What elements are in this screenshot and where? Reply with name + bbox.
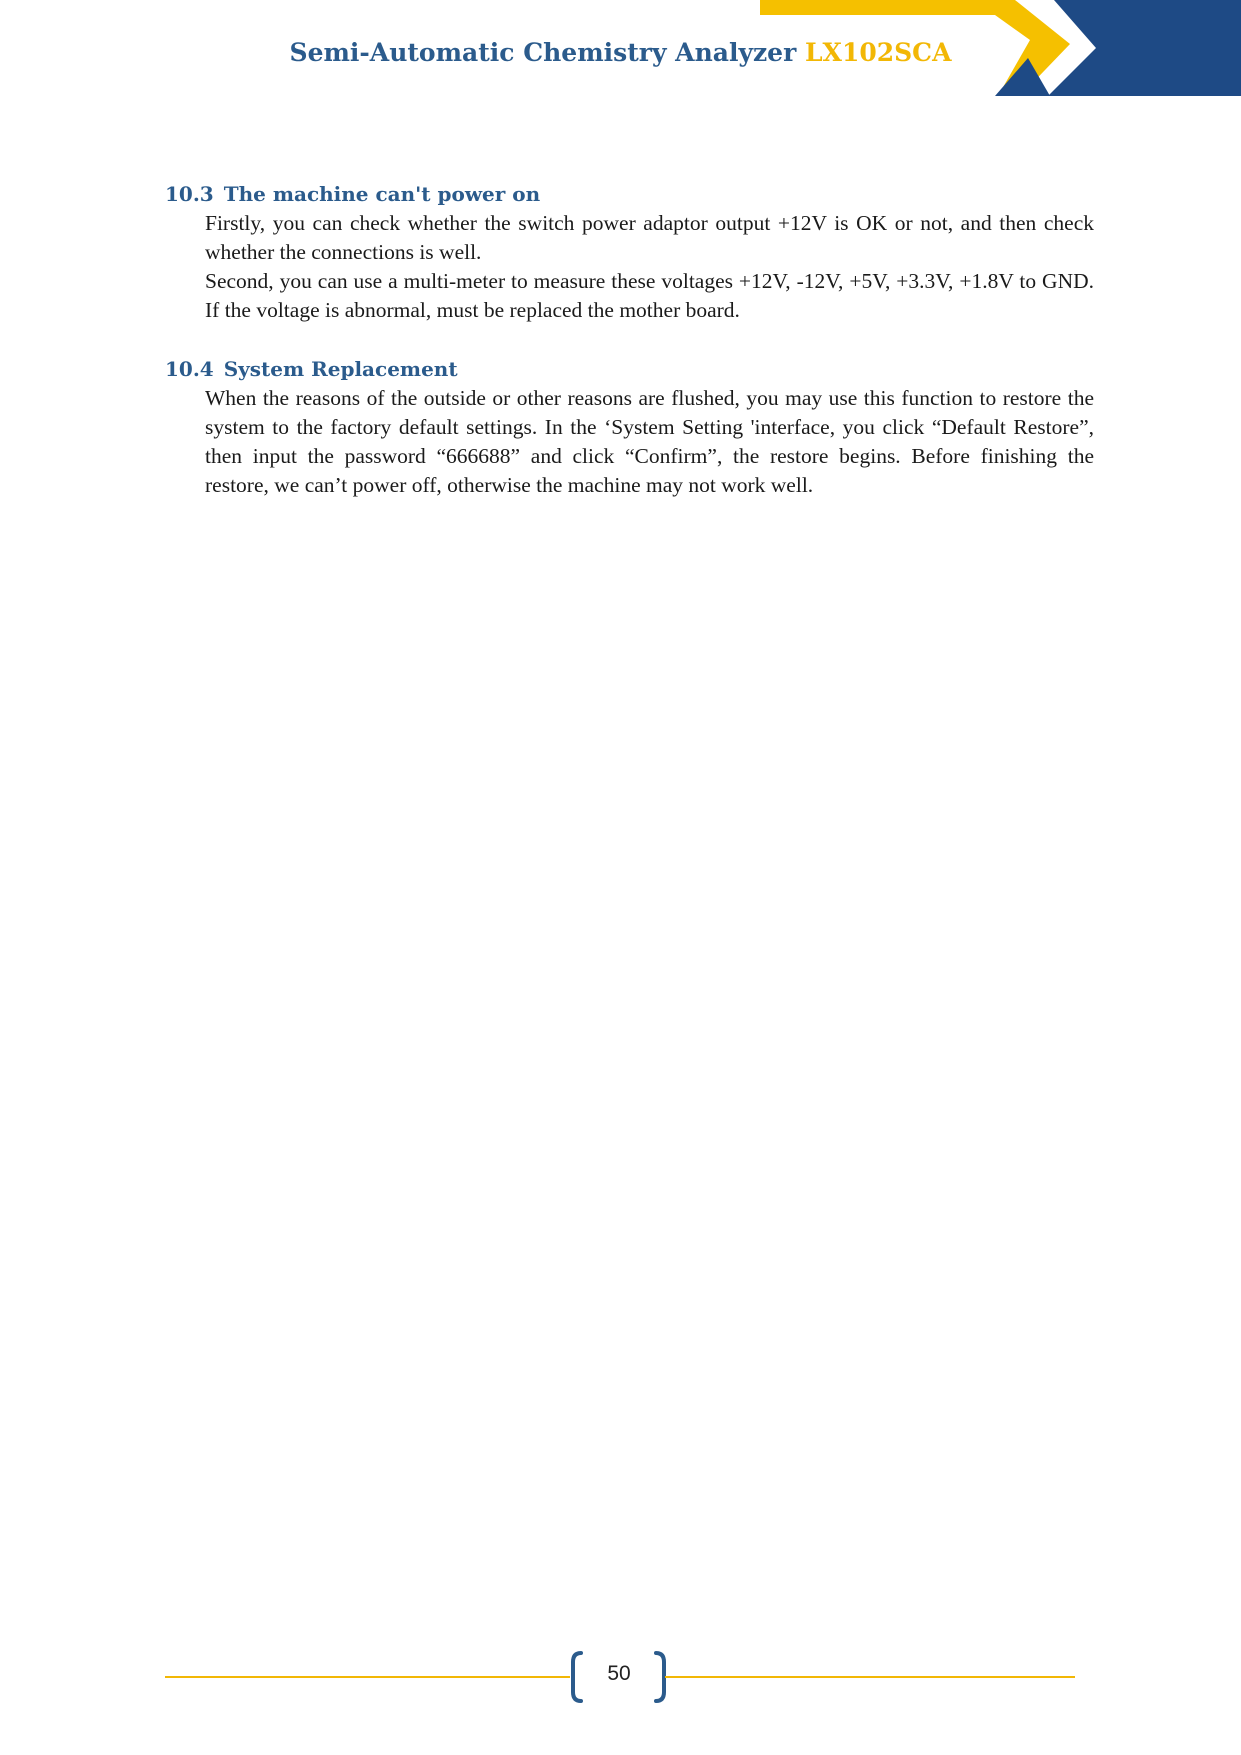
- section-number: 10.4: [165, 357, 214, 381]
- section-number: 10.3: [165, 182, 214, 206]
- section-heading: [165, 355, 1095, 384]
- product-name: Semi-Automatic Chemistry Analyzer: [289, 38, 797, 67]
- footer-rule-left: [165, 1676, 570, 1678]
- paragraph: When the reasons of the outside or other reasons are flushed, you may use this function to restore the system to the factory default settings. In the ‘System Setting 'interface, you click “Default Restore”, then input the password “666688” and click “Confirm”, the restore begins. Before finishing the restore, we can’t power off, otherwise the machine may not work well.: [205, 386, 1094, 497]
- section-heading: [165, 180, 1095, 209]
- paragraph: Firstly, you can check whether the switch power adaptor output +12V is OK or not, and then check whether the connections is well.: [205, 211, 1094, 264]
- paragraph: Second, you can use a multi-meter to measure these voltages +12V, -12V, +5V, +3.3V, +1.8V to GND. If the voltage is abnormal, must be replaced the mother board.: [205, 269, 1094, 322]
- product-model: LX102SCA: [804, 38, 952, 67]
- page-footer: [165, 1650, 1075, 1704]
- footer-rule-right: [665, 1676, 1075, 1678]
- page-number: 50: [607, 1662, 631, 1685]
- left-bracket-icon: [570, 1650, 584, 1704]
- section-title: The machine can't power on: [223, 182, 541, 206]
- header-decoration-graphic: [760, 0, 1241, 96]
- section-body: [205, 384, 1094, 500]
- section-power-on: [165, 180, 1095, 325]
- section-body: [205, 209, 1094, 325]
- section-system-replacement: [165, 355, 1095, 500]
- section-title: System Replacement: [223, 357, 458, 381]
